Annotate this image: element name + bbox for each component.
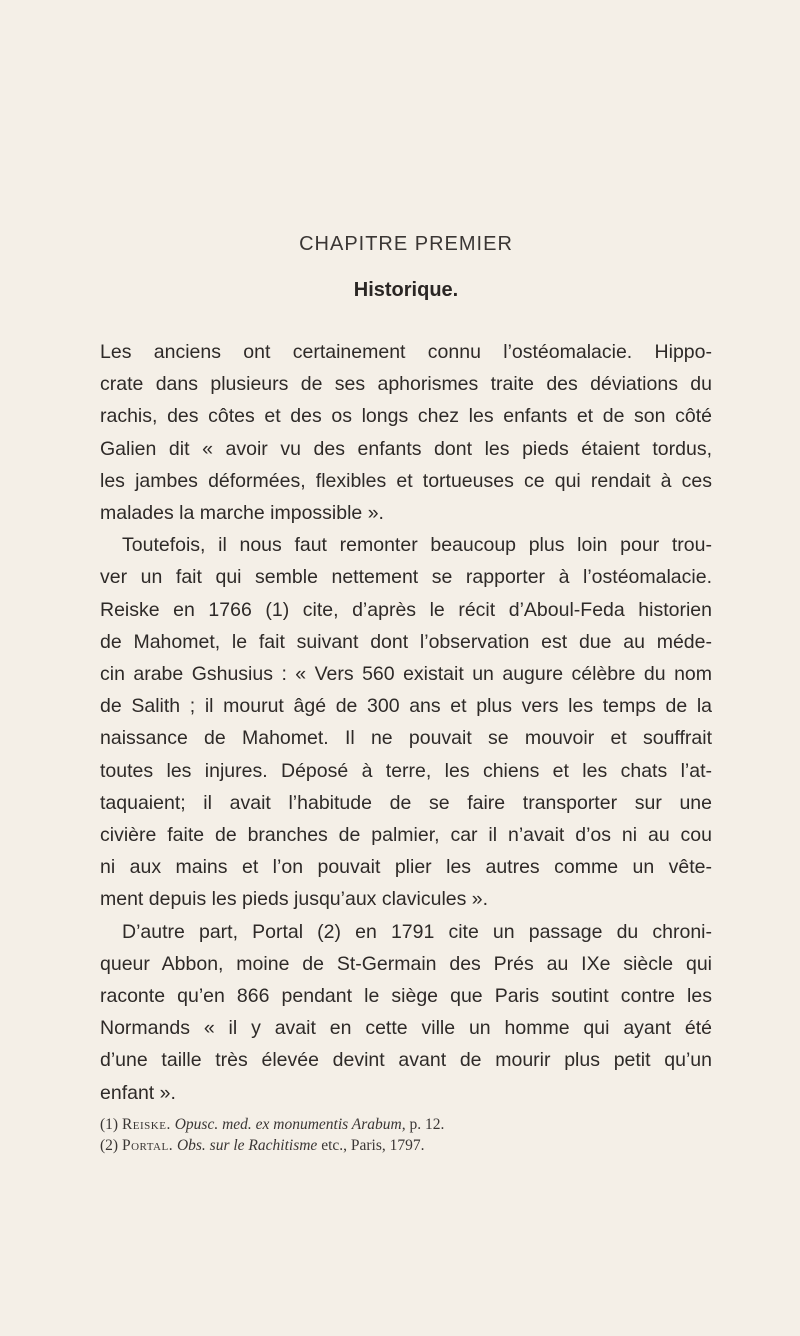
footnote-rest: p. 12. [409, 1116, 445, 1133]
body-text [100, 336, 712, 1109]
body-line: de Mahomet, le fait suivant dont l’observation est due au méde- [100, 630, 712, 653]
body-line: Les anciens ont certainement connu l’ostéomalacie. Hippo- [100, 341, 712, 363]
footnotes [100, 1114, 712, 1156]
body-line: les jambes déformées, flexibles et tortueuses ce qui rendait à ces [100, 469, 712, 492]
body-line: D’autre part, Portal (2) en 1791 cite un passage du chroni- [122, 920, 712, 943]
body-line: toutes les injures. Déposé à terre, les chiens et les chats l’at- [100, 759, 712, 782]
footnote-author: Reiske. [121, 1116, 171, 1133]
body-line: ni aux mains et l’on pouvait plier les autres comme un vête- [100, 856, 712, 879]
body-line: queur Abbon, moine de St-Germain des Prés au IXe siècle qui [100, 952, 712, 975]
body-line: de Salith ; il mourut âgé de 300 ans et plus vers les temps de la [100, 695, 712, 718]
body-line: taquaient; il avait l’habitude de se faire transporter sur une [100, 791, 712, 814]
body-line: Toutefois, il nous faut remonter beaucoup plus loin pour trou- [122, 534, 712, 557]
footnote-work: Opusc. med. ex monumentis Arabum, [174, 1116, 406, 1133]
body-line: ment depuis les pieds jusqu’aux clavicules ». [100, 888, 489, 911]
body-line: ver un fait qui semble nettement se rapporter à l’ostéomalacie. [100, 566, 712, 589]
body-line: cin arabe Gshusius : « Vers 560 existait un augure célèbre du nom [100, 663, 712, 686]
body-line: naissance de Mahomet. Il ne pouvait se mouvoir et souffrait [100, 727, 712, 750]
body-line: rachis, des côtes et des os longs chez les enfants et de son côté [100, 405, 712, 428]
footnote-rest: etc., Paris, 1797. [321, 1137, 425, 1154]
footnote-work: Obs. sur le Rachitisme [176, 1137, 318, 1154]
footnote-author: Portal. [121, 1137, 174, 1154]
body-line: raconte qu’en 866 pendant le siège que Paris soutint contre les [100, 985, 712, 1008]
body-line: d’une taille très élevée devint avant de mourir plus petit qu’un [100, 1049, 712, 1072]
body-line: malades la marche impossible ». [100, 502, 384, 525]
footnote-marker: (2) [100, 1137, 119, 1154]
chapter-title: CHAPITRE PREMIER [299, 233, 513, 255]
body-line: civière faite de branches de palmier, car il n’avait d’os ni au cou [100, 824, 712, 847]
footnote-1 [100, 1114, 712, 1135]
body-line: crate dans plusieurs de ses aphorismes traite des déviations du [100, 373, 712, 396]
footnote-2 [100, 1135, 712, 1156]
body-line: Reiske en 1766 (1) cite, d’après le récit d’Aboul-Feda historien [100, 598, 712, 621]
body-line: enfant ». [100, 1081, 176, 1104]
body-line: Normands « il y avait en cette ville un homme qui ayant été [100, 1017, 712, 1040]
section-title: Historique. [353, 279, 459, 301]
footnote-marker: (1) [100, 1116, 119, 1133]
body-line: Galien dit « avoir vu des enfants dont les pieds étaient tordus, [100, 437, 712, 460]
